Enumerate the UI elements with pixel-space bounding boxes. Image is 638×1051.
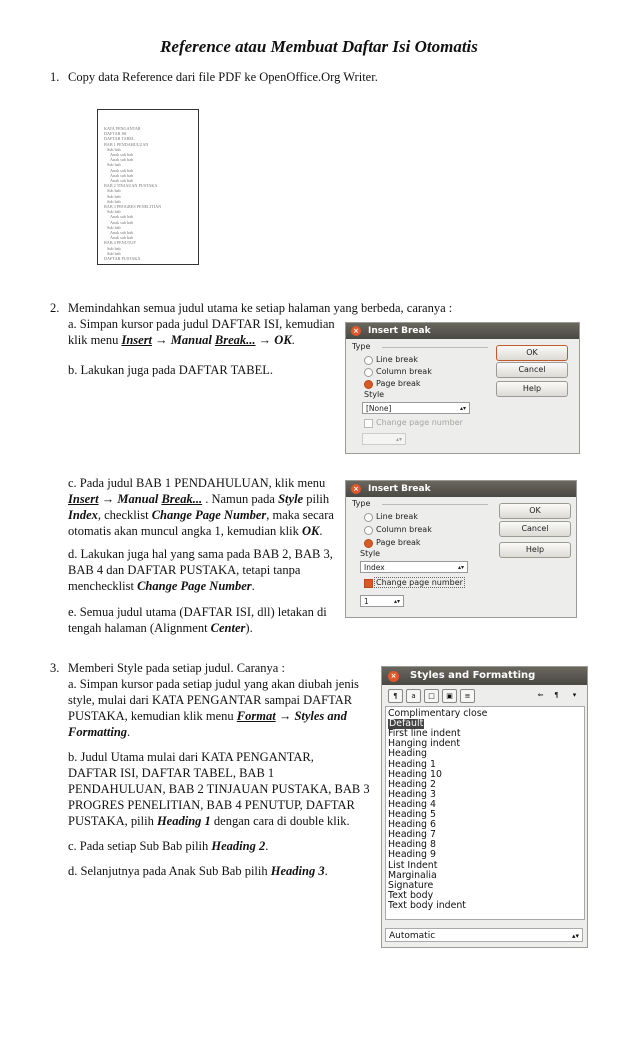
panel-title: Styles and Formatting	[410, 670, 536, 681]
step-2b: b. Lakukan juga pada DAFTAR TABEL.	[68, 363, 274, 377]
divider	[382, 504, 488, 505]
style-list-item[interactable]: Heading 7	[388, 829, 436, 841]
line-break-radio[interactable]	[364, 513, 373, 522]
insert-break-dialog-2	[345, 480, 577, 618]
ok-button[interactable]: OK	[499, 503, 571, 519]
spinner-arrows-icon: ▴▾	[457, 564, 464, 571]
step-3a-line4: Formatting.	[68, 725, 131, 739]
styles-formatting-panel	[381, 666, 588, 948]
page-break-radio[interactable]	[364, 539, 373, 548]
style-list-item[interactable]: First line indent	[388, 728, 461, 740]
change-page-number-checkbox[interactable]	[364, 579, 373, 588]
preview-line: Anak sub bab	[110, 214, 134, 220]
column-break-radio[interactable]	[364, 368, 373, 377]
style-list-item[interactable]: Heading 5	[388, 809, 436, 820]
preview-line: Sub bab	[107, 146, 121, 152]
style-list-item[interactable]: Heading 1	[388, 758, 436, 770]
step-2e-line2: tengah halaman (Alignment Center).	[68, 621, 253, 635]
document-preview	[97, 109, 199, 265]
divider	[382, 347, 488, 348]
type-label: Type	[352, 499, 371, 508]
step-2d-line2: BAB 4 dan DAFTAR PUSTAKA, tetapi tanpa	[68, 563, 301, 577]
page-title: Reference atau Membuat Daftar Isi Otomatis	[160, 37, 478, 56]
character-styles-icon[interactable]: a	[406, 689, 421, 703]
preview-line: Anak sub bab	[110, 157, 134, 163]
step-1-number: 1.	[50, 70, 60, 84]
change-page-number-label: Change page number	[376, 418, 463, 427]
close-icon[interactable]: ×	[351, 326, 361, 336]
cancel-button[interactable]: Cancel	[499, 521, 571, 537]
step-2a-line2: klik menu Insert → Manual Break... → OK.	[68, 333, 295, 347]
spinner-arrows-icon: ▴▾	[571, 932, 579, 940]
line-break-label: Line break	[376, 355, 418, 364]
line-break-radio[interactable]	[364, 356, 373, 365]
step-3a-line1: a. Simpan kursor pada setiap judul yang akan diubah jenis	[68, 677, 359, 691]
step-2-text: Memindahkan semua judul utama ke setiap halaman yang berbeda, caranya :	[68, 301, 453, 315]
style-label: Style	[360, 549, 381, 558]
type-label: Type	[352, 342, 371, 351]
step-2-number: 2.	[50, 301, 60, 315]
paragraph-styles-icon[interactable]: ¶	[388, 689, 403, 703]
step-3d: d. Selanjutnya pada Anak Sub Bab pilih Heading 3.	[68, 864, 328, 878]
page-number-spin[interactable]: 1 ▴▾	[360, 595, 404, 607]
cancel-button[interactable]: Cancel	[496, 362, 568, 378]
style-list-item[interactable]: Heading 8	[388, 839, 436, 851]
step-3-text: Memberi Style pada setiap judul. Caranya :	[68, 661, 285, 675]
step-3b-line4: PROGRES PENELITIAN, BAB 4 PENUTUP, DAFTAR	[68, 798, 355, 812]
help-button[interactable]: Help	[496, 381, 568, 397]
preview-line: Anak sub bab	[110, 167, 134, 173]
step-3b-line2: DAFTAR ISI, DAFTAR TABEL, BAB 1	[68, 766, 275, 780]
spinner-arrows-icon: ▴▾	[459, 405, 466, 412]
style-list-item[interactable]: Heading 2	[388, 778, 436, 790]
style-list-item[interactable]: Complimentary close	[388, 708, 488, 719]
style-list-item[interactable]: Text body	[388, 889, 434, 901]
step-1-text: Copy data Reference dari file PDF ke OpenOffice.Org Writer.	[68, 70, 378, 84]
style-list-item[interactable]: Heading 6	[388, 819, 436, 831]
style-filter-select[interactable]: Automatic ▴▾	[385, 928, 583, 942]
style-list-item[interactable]: Default	[389, 718, 424, 730]
page-styles-icon[interactable]: ▣	[442, 689, 457, 703]
preview-line: BAB 1 PENDAHULUAN	[104, 141, 149, 147]
style-select[interactable]: Index ▴▾	[360, 561, 468, 573]
change-page-number-checkbox[interactable]	[364, 419, 373, 428]
preview-line: Sub bab	[107, 209, 121, 215]
preview-line: Sub bab	[107, 198, 121, 204]
step-2c-line4: otomatis akan muncul angka 1, kemudian klik OK.	[68, 524, 323, 538]
step-3c: c. Pada setiap Sub Bab pilih Heading 2.	[68, 839, 269, 853]
step-2c-line1: c. Pada judul BAB 1 PENDAHULUAN, klik menu	[68, 476, 326, 490]
style-list-item[interactable]: Heading 9	[388, 849, 436, 861]
preview-line: Sub bab	[107, 250, 121, 256]
preview-line: DAFTAR ISI	[104, 131, 127, 137]
preview-line: Sub bab	[107, 188, 121, 194]
preview-line: DAFTAR TABEL	[104, 136, 135, 142]
preview-line: Anak sub bab	[110, 230, 134, 235]
menu-chevron-icon[interactable]: ▾	[572, 691, 577, 699]
new-style-icon[interactable]: ¶	[554, 691, 559, 699]
preview-line: Sub bab	[107, 224, 121, 230]
step-3b-line3: PENDAHULUAN, BAB 2 TINJAUAN PUSTAKA, BAB 3	[68, 782, 370, 796]
preview-line: KATA PENGANTAR	[104, 126, 141, 131]
column-break-label: Column break	[376, 367, 432, 376]
style-list-item[interactable]: Text body indent	[388, 899, 466, 911]
preview-line: Sub bab	[107, 162, 121, 168]
dialog-titlebar	[346, 481, 576, 497]
column-break-label: Column break	[376, 525, 432, 534]
style-select[interactable]: [None] ▴▾	[362, 402, 470, 414]
step-3b-line1: b. Judul Utama mulai dari KATA PENGANTAR,	[68, 750, 314, 764]
panel-titlebar	[382, 667, 587, 685]
page-break-label: Page break	[376, 379, 421, 388]
change-page-number-label: Change page number	[376, 578, 463, 587]
style-list-item[interactable]: Hanging indent	[388, 738, 461, 750]
spinner-arrows-icon: ▴▾	[393, 598, 400, 605]
style-list-item[interactable]: Heading 3	[388, 788, 436, 800]
step-2d-line3: menchecklist Change Page Number.	[68, 579, 255, 593]
preview-line: Anak sub bab	[110, 235, 134, 241]
frame-styles-icon[interactable]: □	[424, 689, 439, 703]
column-break-radio[interactable]	[364, 526, 373, 535]
preview-line: BAB 4 PENUTUP	[104, 240, 136, 246]
style-list-item[interactable]: Marginalia	[388, 869, 437, 881]
step-3-number: 3.	[50, 661, 60, 675]
preview-line: Anak sub bab	[110, 152, 134, 157]
step-2e-line1: e. Semua judul utama (DAFTAR ISI, dll) letakan di	[68, 605, 327, 619]
style-list-item[interactable]: Signature	[388, 879, 434, 891]
step-2a-line1: a. Simpan kursor pada judul DAFTAR ISI, kemudian	[68, 317, 335, 331]
style-list-item[interactable]: Heading 10	[388, 768, 442, 780]
help-button[interactable]: Help	[499, 542, 571, 558]
page-break-radio[interactable]	[364, 380, 373, 389]
preview-line: BAB 3 PROGRES PENELITIAN	[104, 204, 162, 209]
insert-break-dialog-1	[345, 322, 580, 454]
line-break-label: Line break	[376, 512, 418, 521]
style-label: Style	[364, 390, 385, 399]
preview-line: DAFTAR PUSTAKA	[104, 256, 141, 261]
fill-format-icon[interactable]: ⇐	[537, 691, 544, 699]
step-3a-line3: PUSTAKA, kemudian klik menu Format → Styles and	[68, 709, 347, 723]
ok-button[interactable]: OK	[496, 345, 568, 361]
styles-list[interactable]	[385, 706, 585, 920]
step-3b-line5: PUSTAKA, pilih Heading 1 dengan cara di double klik.	[68, 814, 350, 828]
step-2d-line1: d. Lakukan juga hal yang sama pada BAB 2, BAB 3,	[68, 547, 333, 561]
spinner-arrows-icon: ▴▾	[395, 436, 402, 443]
preview-line: Anak sub bab	[110, 172, 134, 178]
style-list-item[interactable]: Heading	[388, 748, 428, 760]
page-number-spin[interactable]	[362, 433, 406, 445]
step-2c-line3: Index, checklist Change Page Number, maka secara	[68, 508, 334, 522]
dialog-title: Insert Break	[368, 484, 431, 494]
preview-line: Anak sub bab	[110, 178, 134, 183]
close-icon[interactable]: ×	[388, 671, 399, 682]
step-3a-line2: style, mulai dari KATA PENGANTAR sampai DAFTAR	[68, 693, 353, 707]
preview-line: Sub bab	[107, 245, 121, 251]
preview-line: Anak sub bab	[110, 219, 134, 225]
close-icon[interactable]: ×	[351, 484, 361, 494]
list-styles-icon[interactable]: ≡	[460, 689, 475, 703]
style-list-item[interactable]: Heading 4	[388, 798, 436, 810]
style-list-item[interactable]: List Indent	[388, 859, 438, 871]
dialog-titlebar	[346, 323, 579, 339]
dialog-title: Insert Break	[368, 326, 431, 336]
preview-line: Sub bab	[107, 193, 121, 199]
step-2c-line2: Insert → Manual Break... . Namun pada Style pilih	[68, 492, 330, 506]
preview-line: BAB 2 TINJAUAN PUSTAKA	[104, 183, 158, 189]
page-break-label: Page break	[376, 538, 421, 547]
